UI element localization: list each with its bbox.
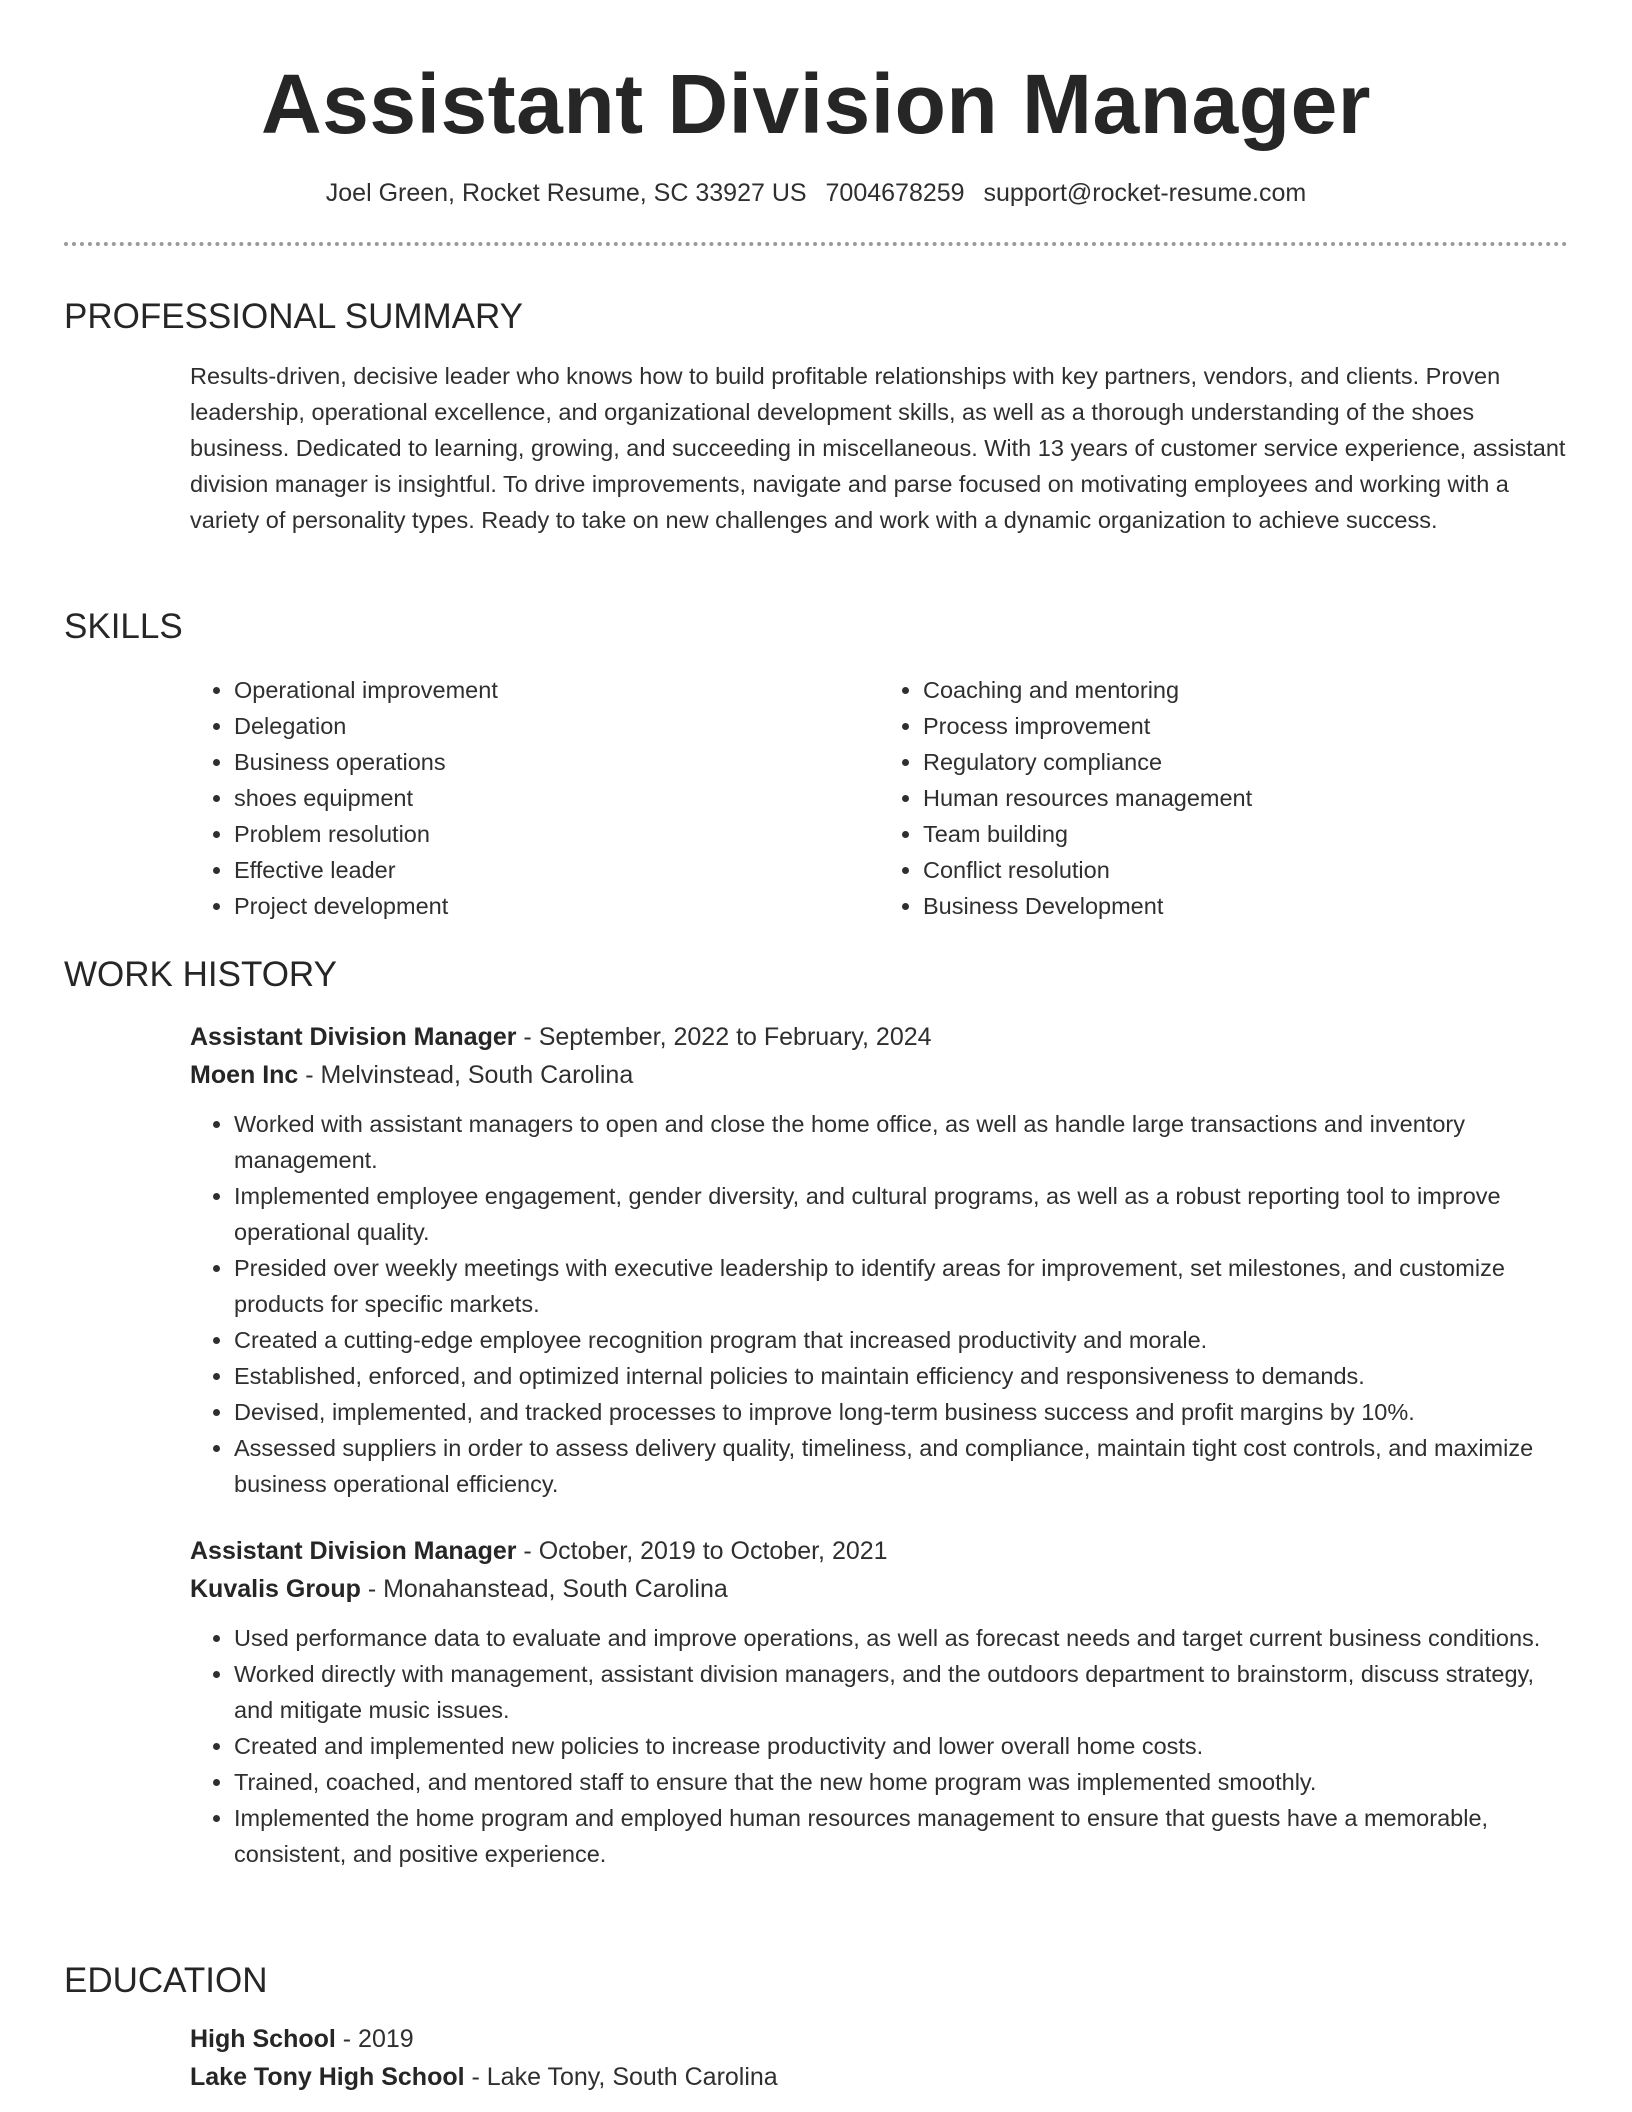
work-section (64, 954, 1568, 1872)
skills-list-left (190, 672, 879, 924)
job-location: - Melvinstead, South Carolina (298, 1061, 634, 1089)
skill-item: • Operational improvement (234, 672, 879, 708)
job-company: Moen Inc (190, 1061, 299, 1089)
job-bullet: • Implemented employee engagement, gender diversity, and cultural programs, as well as a robust reporting tool to improve operational quality. (234, 1178, 1568, 1250)
skills-grid (190, 672, 1568, 924)
skill-item: • Conflict resolution (923, 852, 1568, 888)
job-location: - Monahanstead, South Carolina (360, 1575, 728, 1603)
skill-item: • Project development (234, 888, 879, 924)
skill-item: • Process improvement (923, 708, 1568, 744)
job-entry (190, 1532, 1568, 1872)
education-degree: High School (190, 2025, 336, 2053)
skill-item: • Human resources management (923, 780, 1568, 816)
contact-address: Joel Green, Rocket Resume, SC 33927 US (325, 179, 807, 207)
job-title-line (190, 1532, 1568, 1570)
job-dates: - October, 2019 to October, 2021 (516, 1537, 888, 1565)
job-bullet: • Used performance data to evaluate and improve operations, as well as forecast needs and target current business conditions. (234, 1620, 1568, 1656)
education-school: Lake Tony High School (190, 2063, 465, 2091)
education-degree-line (190, 2020, 1568, 2058)
skills-list-right (879, 672, 1568, 924)
job-bullet: • Devised, implemented, and tracked processes to improve long-term business success and profit margins by 10%. (234, 1394, 1568, 1430)
skills-section (64, 606, 1568, 924)
education-year: - 2019 (335, 2025, 414, 2053)
job-dates: - September, 2022 to February, 2024 (516, 1023, 932, 1051)
job-role: Assistant Division Manager (190, 1023, 517, 1051)
education-school-line (190, 2058, 1568, 2096)
skill-item: • shoes equipment (234, 780, 879, 816)
skill-item: • Regulatory compliance (923, 744, 1568, 780)
skill-item: • Business operations (234, 744, 879, 780)
job-company-line (190, 1570, 1568, 1608)
summary-section (64, 296, 1568, 538)
job-bullets (190, 1106, 1568, 1502)
job-bullet: • Worked with assistant managers to open and close the home office, as well as handle large transactions and inventory management. (234, 1106, 1568, 1178)
job-role: Assistant Division Manager (190, 1537, 517, 1565)
job-title-line (190, 1018, 1568, 1056)
summary-text: Results-driven, decisive leader who knows how to build profitable relationships with key partners, vendors, and clients. Proven leadership, operational excellence, and organizational development skills, as well as a thorough understanding of the shoes business. Dedicated to learning, growing, and succeeding in miscellaneous. With 13 years of customer service experience, assistant division manager is insightful. To drive improvements, navigate and parse focused on motivating employees and working with a variety of personality types. Ready to take on new challenges and work with a dynamic organization to achieve success. (190, 363, 1566, 533)
summary-heading: PROFESSIONAL SUMMARY (64, 297, 523, 336)
skill-item: • Problem resolution (234, 816, 879, 852)
job-bullet: • Presided over weekly meetings with executive leadership to identify areas for improvement, set milestones, and customize products for specific markets. (234, 1250, 1568, 1322)
contact-line (64, 176, 1568, 210)
job-bullet: • Created a cutting-edge employee recognition program that increased productivity and morale. (234, 1322, 1568, 1358)
job-bullet: • Worked directly with management, assistant division managers, and the outdoors department to brainstorm, discuss strategy, and mitigate music issues. (234, 1656, 1568, 1728)
skill-item: • Team building (923, 816, 1568, 852)
education-entry (190, 2020, 1568, 2096)
job-bullet: • Trained, coached, and mentored staff to ensure that the new home program was implemented smoothly. (234, 1764, 1568, 1800)
work-heading: WORK HISTORY (64, 955, 337, 994)
job-bullet: • Established, enforced, and optimized internal policies to maintain efficiency and responsiveness to demands. (234, 1358, 1568, 1394)
job-bullet: • Created and implemented new policies to increase productivity and lower overall home costs. (234, 1728, 1568, 1764)
education-section (64, 1960, 1568, 2096)
skill-item: • Effective leader (234, 852, 879, 888)
skill-item: • Business Development (923, 888, 1568, 924)
skills-heading: SKILLS (64, 607, 183, 646)
skill-item: • Delegation (234, 708, 879, 744)
job-entry (190, 1018, 1568, 1502)
job-company: Kuvalis Group (190, 1575, 361, 1603)
contact-email[interactable]: support@rocket-resume.com (983, 179, 1307, 207)
job-company-line (190, 1056, 1568, 1094)
resume-title: Assistant Division Manager (261, 57, 1371, 151)
education-location: - Lake Tony, South Carolina (464, 2063, 778, 2091)
skill-item: • Coaching and mentoring (923, 672, 1568, 708)
job-bullet: • Assessed suppliers in order to assess delivery quality, timeliness, and compliance, maintain tight cost controls, and maximize business operational efficiency. (234, 1430, 1568, 1502)
job-bullets (190, 1620, 1568, 1872)
job-bullet: • Implemented the home program and employed human resources management to ensure that guests have a memorable, consistent, and positive experience. (234, 1800, 1568, 1872)
education-heading: EDUCATION (64, 1961, 268, 2000)
header-divider (64, 242, 1568, 246)
contact-phone: 7004678259 (825, 179, 965, 207)
